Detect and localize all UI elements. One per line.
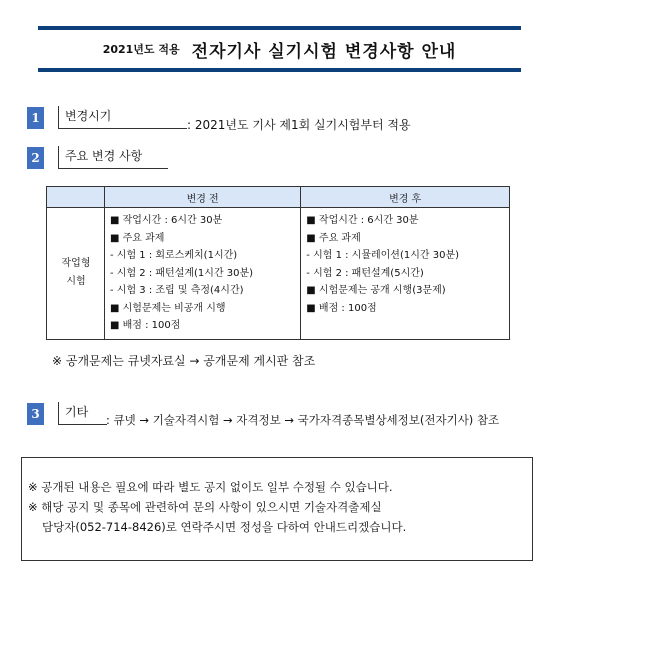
- list-item: - 시험 3 : 조립 및 측정(4시간): [110, 285, 244, 296]
- section-3-number: 3: [27, 403, 44, 425]
- row-label: [47, 208, 105, 340]
- section-3-label: 기타: [58, 402, 107, 425]
- list-item: - 시험 2 : 패턴설계(5시간): [306, 267, 424, 279]
- section-1-number: 1: [27, 107, 44, 129]
- list-item: ■ 시험문제는 공개 시행(3문제): [306, 285, 446, 296]
- notice-line-3: 담당자(052-714-8426)로 연락주시면 정성을 다하여 안내드리겠습니다.: [42, 520, 407, 534]
- section-1-text: : 2021년도 기사 제1회 실기시험부터 적용: [187, 118, 411, 132]
- list-item: ■ 주요 과제: [110, 232, 165, 244]
- list-item: ■ 배점 : 100점: [110, 320, 181, 331]
- table-note: ※ 공개문제는 큐넷자료실 → 공개문제 게시판 참조: [52, 354, 316, 368]
- list-item: ■ 시험문제는 비공개 시행: [110, 302, 226, 314]
- before-cell: [105, 208, 301, 340]
- list-item: ■ 주요 과제: [306, 232, 361, 244]
- table-header-row: [47, 187, 510, 208]
- table-row: [47, 208, 510, 340]
- section-2-label: 주요 변경 사항: [58, 146, 168, 169]
- title-row: [38, 30, 521, 68]
- header-before: 변경 전: [105, 187, 301, 208]
- list-item: - 시험 2 : 패턴설계(1시간 30분): [110, 267, 254, 279]
- notice-line-2: ※ 해당 공지 및 종목에 관련하여 문의 사항이 있으시면 기술자격출제실: [28, 500, 382, 514]
- notice-box: [21, 457, 533, 561]
- list-item: - 시험 1 : 시뮬레이션(1시간 30분): [306, 250, 460, 261]
- header-after: 변경 후: [301, 187, 510, 208]
- row-label-text: 작업형 시험: [61, 258, 91, 288]
- list-item: ■ 작업시간 : 6시간 30분: [110, 215, 223, 226]
- title-banner: [38, 26, 521, 72]
- section-3-text: : 큐넷 → 기술자격시험 → 자격정보 → 국가자격종목별상세정보(전자기사) 참조: [106, 413, 500, 427]
- table-corner-cell: [47, 187, 105, 208]
- page-title: 전자기사 실기시험 변경사항 안내: [191, 41, 457, 62]
- section-1-label: 변경시기: [58, 106, 187, 129]
- list-item: - 시험 1 : 회로스케치(1시간): [110, 250, 238, 261]
- after-cell: [301, 208, 510, 340]
- list-item: ■ 작업시간 : 6시간 30분: [306, 215, 419, 226]
- list-item: ■ 배점 : 100점: [306, 302, 377, 314]
- title-bottom-rule: [38, 68, 521, 72]
- change-table: [46, 186, 510, 340]
- notice-line-1: ※ 공개된 내용은 필요에 따라 별도 공지 없이도 일부 수정될 수 있습니다.: [28, 480, 393, 494]
- title-subtitle: 2021년도 적용: [102, 43, 180, 56]
- section-2-number: 2: [27, 147, 44, 169]
